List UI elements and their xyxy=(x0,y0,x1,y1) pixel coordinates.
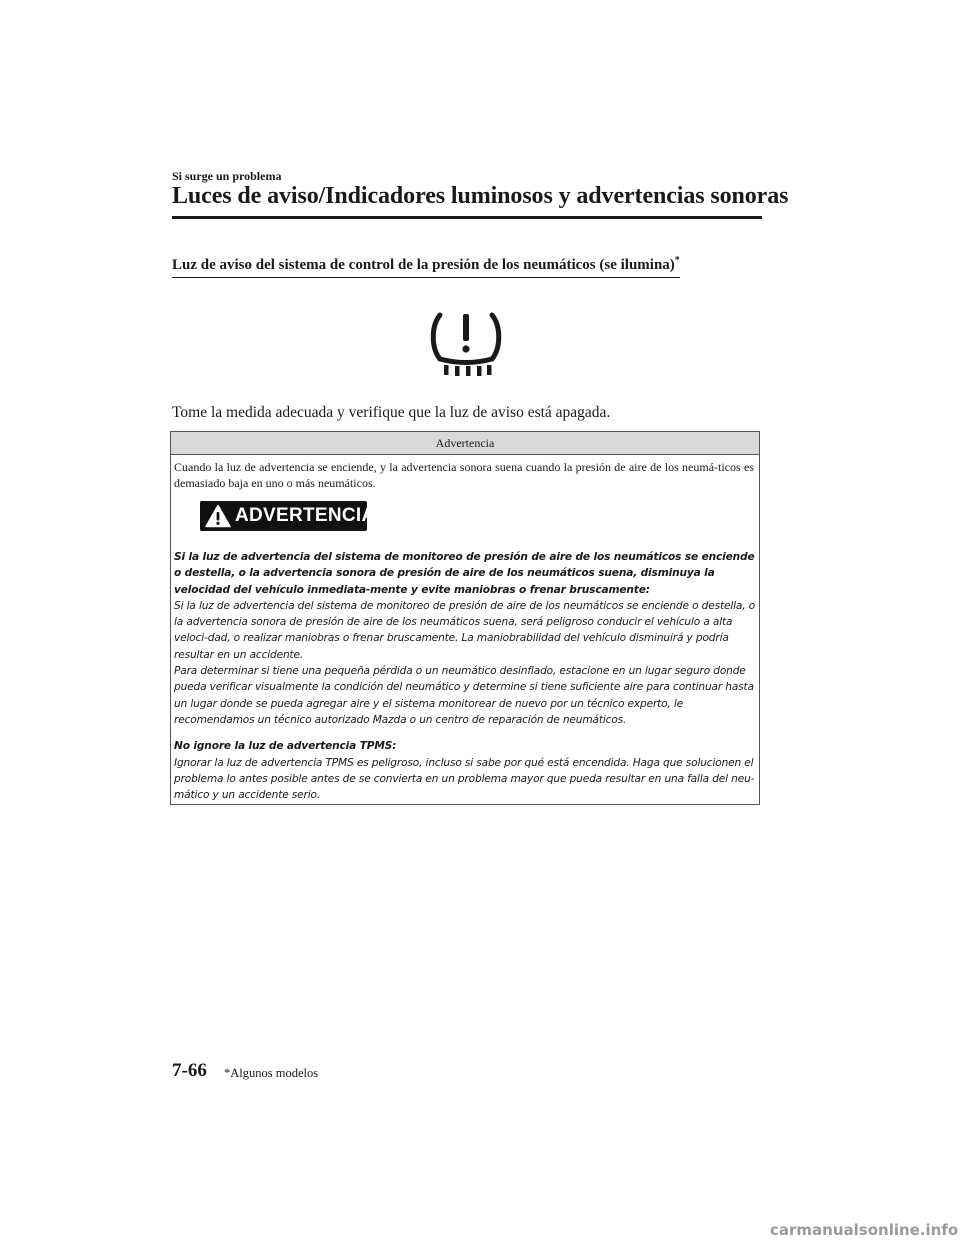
tpms-warning-icon xyxy=(428,306,504,376)
subheading xyxy=(172,255,680,278)
advertencia-label: ADVERTENCIA xyxy=(235,505,376,526)
warning2-title: No ignore la luz de advertencia TPMS: xyxy=(174,740,397,753)
subheading-text: Luz de aviso del sistema de control de la presión de los neumáticos (se ilumina) xyxy=(172,257,675,273)
footnote-marker: * xyxy=(674,255,680,266)
warning-table-header: Advertencia xyxy=(171,432,759,455)
warning1-title: Si la luz de advertencia del sistema de monitoreo de presión de aire de los neumáticos se enciende o destella, o la advertencia sonora de presión de aire de los neumáticos suena, disminuya la velocidad del vehículo inmediata-mente y evite maniobras o frenar bruscamente: xyxy=(174,551,755,596)
title-rule xyxy=(172,216,762,219)
warning-table xyxy=(170,431,760,805)
warning-body xyxy=(174,549,756,803)
intro-text: Tome la medida adecuada y verifique que la luz de aviso está apagada. xyxy=(172,404,611,421)
warning-condition: Cuando la luz de advertencia se enciende, y la advertencia sonora suena cuando la presión de aire de los neumá-ticos es demasiado baja en uno o más neumáticos. xyxy=(174,460,754,490)
warning1-body-2: Para determinar si tiene una pequeña pérdida o un neumático desinflado, estacione en un lugar seguro donde pueda verificar visualmente la condición del neumático y determine si tiene suficiente aire para continuar hasta un lugar donde se pueda agregar aire y el sistema monitorear de nuevo por un técnico experto, le recomendamos un técnico autorizado Mazda o un centro de reparación de neumáticos. xyxy=(174,665,754,726)
page-number: 7-66 xyxy=(172,1060,207,1081)
warning2-body: Ignorar la luz de advertencia TPMS es peligroso, incluso si sabe por qué está encendida. Haga que solucionen el problema lo antes posible antes de se convierta en un problema mayor que pueda resultar en una falla del neu-mático y un accidente serio. xyxy=(174,756,755,802)
watermark: carmanualsonline.info xyxy=(770,1221,959,1239)
section-label: Si surge un problema xyxy=(172,169,282,183)
chapter-title: Luces de aviso/Indicadores luminosos y advertencias sonoras xyxy=(172,183,789,209)
warning1-body: Si la luz de advertencia del sistema de monitoreo de presión de aire de los neumáticos se enciende o destella, o la advertencia sonora de presión de aire de los neumáticos suena, será peligroso conducir el vehículo a alta veloci-dad, o realizar maniobras o frenar bruscamente. La maniobrabilidad del vehículo disminuirá y podría resultar en un accidente. xyxy=(174,599,756,661)
advertencia-badge xyxy=(200,501,376,531)
footnote: *Algunos modelos xyxy=(224,1066,319,1080)
warning-triangle-icon xyxy=(205,504,231,528)
